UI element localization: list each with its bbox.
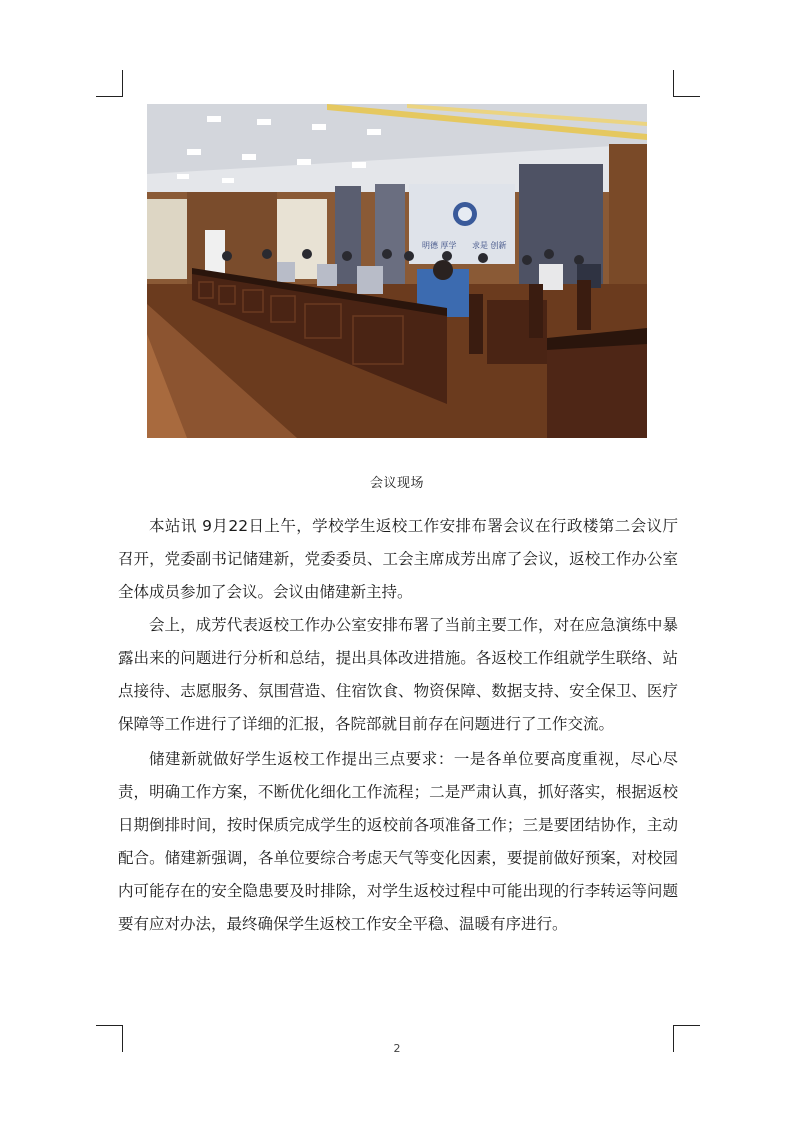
meeting-photo <box>147 104 647 438</box>
photo-caption: 会议现场 <box>369 476 424 491</box>
banner-left-text: 明德 厚学 <box>422 241 457 250</box>
paragraph-1: 本站讯 9月22日上午，学校学生返校工作安排布署会议在行政楼第二会议厅召开，党委副书记储建新，党委委员、工会主席成芳出席了会议，返校工作办公室全体成员参加了会议。会议由储建新主持。 <box>118 517 678 601</box>
paragraph-3: 储建新就做好学生返校工作提出三点要求：一是各单位要高度重视，尽心尽责，明确工作方案，不断优化细化工作流程；二是严肃认真，抓好落实，根据返校日期倒排时间，按时保质完成学生的返校前各项准备工作；三是要团结协作，主动配合。储建新强调，各单位要综合考虑天气等变化因素，要提前做好预案，对校园内可能存在的安全隐患要及时排除，对学生返校过程中可能出现的行李转运等问题要有应对办法，最终确保学生返校工作安全平稳、温暖有序进行。 <box>118 750 678 933</box>
article-body <box>118 510 678 941</box>
page-number: 2 <box>393 1042 401 1055</box>
banner-right-text: 求是 创新 <box>472 241 507 250</box>
crop-mark-top-right <box>673 70 700 97</box>
crop-mark-top-left <box>96 70 123 97</box>
paragraph-2: 会上，成芳代表返校工作办公室安排布署了当前主要工作，对在应急演练中暴露出来的问题进行分析和总结，提出具体改进措施。各返校工作组就学生联络、站点接待、志愿服务、氛围营造、住宿饮食、物资保障、数据支持、安全保卫、医疗保障等工作进行了详细的汇报，各院部就目前存在问题进行了工作交流。 <box>118 616 678 733</box>
